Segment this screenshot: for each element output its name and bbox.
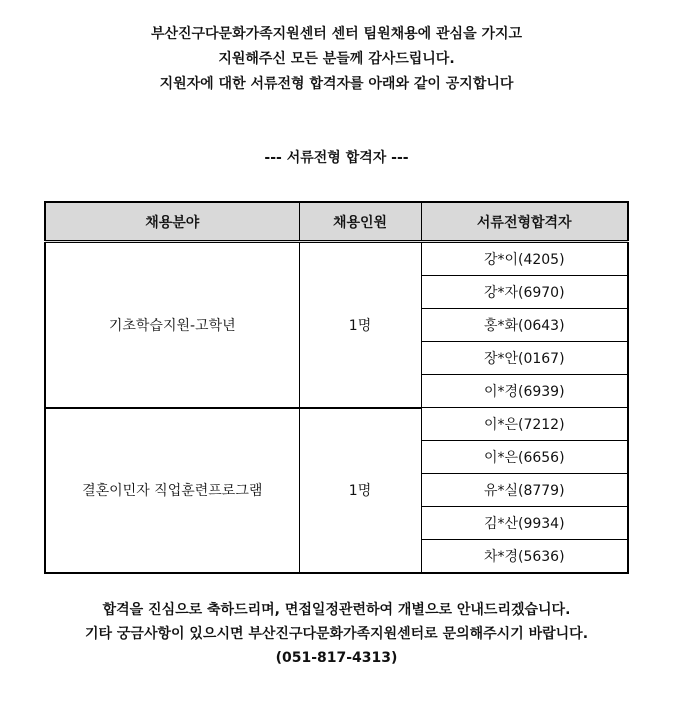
closing-message: [0, 598, 673, 670]
contact-phone: (051-817-4313): [275, 650, 398, 666]
table-row: [45, 242, 628, 276]
passer: 강*자(6970): [421, 276, 628, 309]
group-1-field: 기초학습지원-고학년: [45, 242, 299, 408]
intro-line-2: 지원해주신 모든 분들께 감사드립니다.: [218, 51, 455, 67]
passer: 차*경(5636): [421, 540, 628, 574]
group-2-field: 결혼이민자 직업훈련프로그램: [45, 408, 299, 574]
passer: 장*안(0167): [421, 342, 628, 375]
passer: 이*은(6656): [421, 441, 628, 474]
passer: 강*이(4205): [421, 242, 628, 276]
header-field: 채용분야: [45, 202, 299, 242]
passer: 유*실(8779): [421, 474, 628, 507]
group-1-count: 1명: [299, 242, 421, 408]
intro-line-1: 부산진구다문화가족지원센터 센터 팀원채용에 관심을 가지고: [150, 26, 523, 42]
intro-line-3: 지원자에 대한 서류전형 합격자를 아래와 같이 공지합니다: [159, 76, 514, 92]
passer: 이*은(7212): [421, 408, 628, 441]
passer: 김*산(9934): [421, 507, 628, 540]
group-2-count: 1명: [299, 408, 421, 574]
closing-line-1: 합격을 진심으로 축하드리며, 면접일정관련하여 개별으로 안내드리겠습니다.: [102, 602, 571, 618]
passer: 홍*화(0643): [421, 309, 628, 342]
results-table: [44, 201, 629, 574]
header-count: 채용인원: [299, 202, 421, 242]
header-passers: 서류전형합격자: [421, 202, 628, 242]
section-title: --- 서류전형 합격자 ---: [264, 150, 409, 166]
table-header-row: [45, 202, 628, 242]
closing-line-2: 기타 궁금사항이 있으시면 부산진구다문화가족지원센터로 문의해주시기 바랍니다.: [84, 626, 589, 642]
intro-message: [0, 22, 673, 97]
table-row: [45, 408, 628, 441]
passer: 이*경(6939): [421, 375, 628, 408]
